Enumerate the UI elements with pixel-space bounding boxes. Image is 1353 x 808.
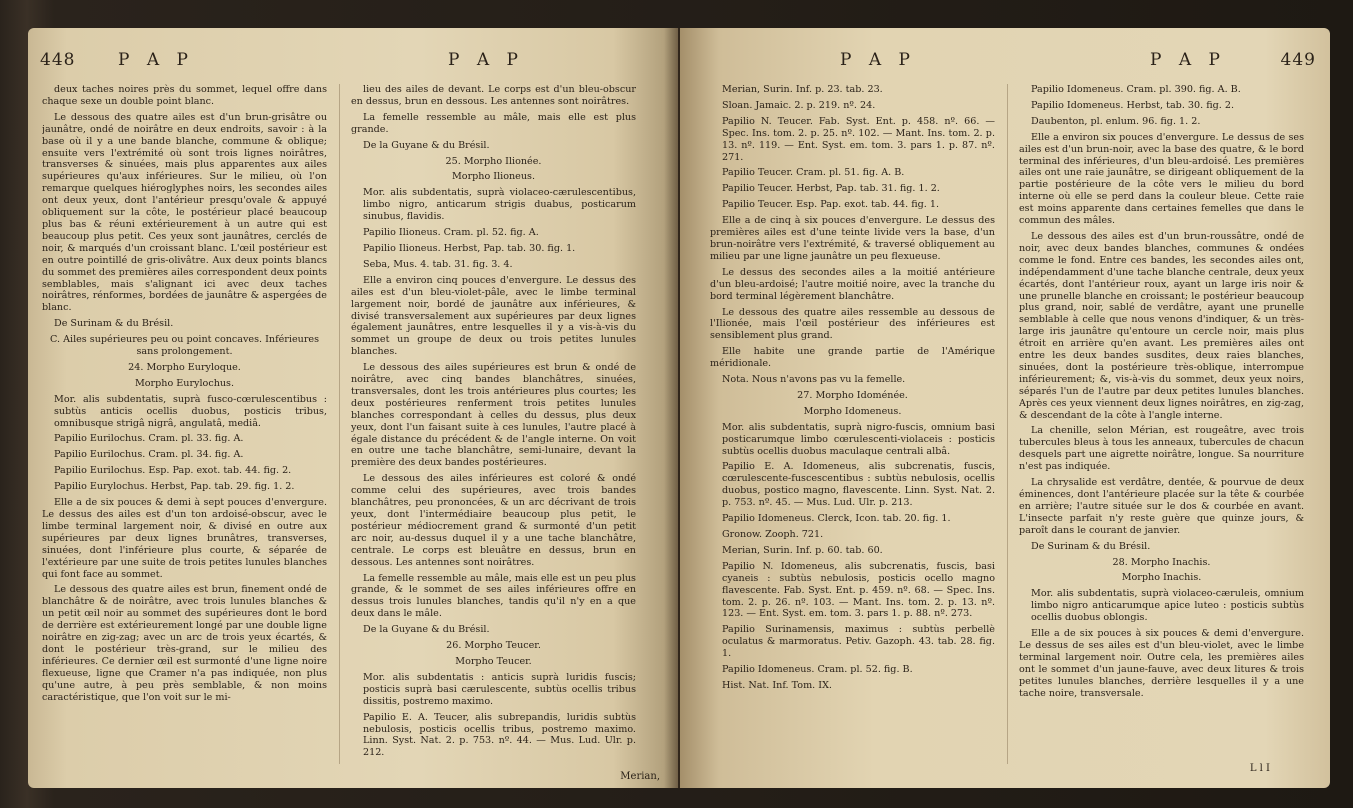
paragraph: Papilio Ilioneus. Cram. pl. 52. fig. A.: [363, 227, 539, 239]
paragraph: 25. Morpho Ilionée.: [445, 155, 542, 167]
left-footer-catchword: Merian,: [620, 771, 660, 782]
paragraph: Le dessous des quatre ailes ressemble au dessous de l'Ilionée, mais l'œil postérieur des inférieures est sensiblement plus grand.: [710, 306, 995, 342]
left-running-head: P A P: [118, 50, 194, 70]
left-running-head-2: P A P: [448, 50, 524, 70]
paragraph: Elle habite une grande partie de l'Amérique méridionale.: [710, 346, 995, 370]
paragraph: Papilio Eurylochus. Herbst, Pap. tab. 29. fig. 1. 2.: [54, 481, 295, 493]
paragraph: Merian, Surin. Inf. p. 60. tab. 60.: [722, 544, 883, 556]
paragraph: Hist. Nat. Inf. Tom. IX.: [722, 679, 832, 691]
paragraph: De Surinam & du Brésil.: [54, 318, 174, 330]
paragraph: Le dessous des quatre ailes est brun, finement ondé de blanchâtre & de noirâtre, avec trois lunules blanches & un petit œil noir au sommet des supérieures dont le bord de derrière est extérieurement longé par une double ligne noirâtre en zig-zag; avec un arc de trois yeux écartés, & dont le postérieur très-grand, sur le milieu des inférieures. Ce dernier œil est surmonté d'une ligne noire flexueuse, ligne que Cramer n'a pas indiquée, non plus qu'une autre, à peu près semblable, & non moins caractéristique, que l'on voit sur le mi-: [42, 584, 327, 703]
paragraph: Mor. alis subdentatis, suprà nigro-fuscis, omnium basi posticarumque limbo cœrulescenti-violaceis : posticis subtùs ocellis duobus maculaque centrali albâ.: [722, 421, 995, 457]
paragraph: Papilio N. Teucer. Fab. Syst. Ent. p. 458. nº. 66. — Spec. Ins. tom. 2. p. 25. nº. 102. — Mant. Ins. tom. 2. p. 13. nº. 119. — Ent. Syst. em. tom. 3. pars 1. p. 87. nº. 271.: [722, 115, 995, 163]
paragraph: 28. Morpho Inachis.: [1112, 556, 1211, 568]
paragraph: Mor. alis subdentatis, suprà fusco-cœrulescentibus : subtùs anticis ocellis duobus, posticis tribus, omnibusque strigâ nigrâ, angulatâ, mediâ.: [54, 393, 327, 429]
paragraph: Morpho Inachis.: [1121, 572, 1202, 584]
paragraph: Papilio Eurilochus. Cram. pl. 33. fig. A.: [54, 433, 244, 445]
left-page-header: [28, 50, 678, 76]
paragraph: 26. Morpho Teucer.: [446, 640, 541, 652]
paragraph: deux taches noires près du sommet, lequel offre dans chaque sexe un double point blanc.: [42, 84, 327, 107]
right-column-1: [710, 84, 995, 774]
paragraph: Papilio Idomeneus. Cram. pl. 52. fig. B.: [722, 664, 913, 676]
paragraph: Papilio Ilioneus. Herbst, Pap. tab. 30. fig. 1.: [363, 242, 576, 254]
paragraph: C. Ailes supérieures peu ou point concaves. Inférieures sans prolongement.: [49, 334, 320, 358]
paragraph: Elle a de six pouces & demi à sept pouces d'envergure. Le dessus des ailes est d'un ton ardoisé-obscur, avec le limbe terminal largement noir, & divisé en outre aux supérieures par deux lignes brunâtres, transverses, sinuées, dont l'inférieure plus courte, & séparée de l'extérieure par une suite de trois petites lunules blanches qui font face au sommet.: [42, 497, 327, 580]
paragraph: Papilio Teucer. Esp. Pap. exot. tab. 44. fig. 1.: [722, 199, 939, 211]
paragraph: Papilio Teucer. Herbst, Pap. tab. 31. fig. 1. 2.: [722, 183, 940, 195]
left-page-number: 448: [40, 50, 76, 70]
paragraph: Elle a de six pouces à six pouces & demi d'envergure. Le dessus de ses ailes est d'un bleu-violet, avec le limbe terminal largement noir. Outre cela, les premières ailes ont le sommet d'un jaune-fauve, avec deux litures & trois petites lunules blanches, derrière lesquelles il y a une tache noire, transversale.: [1019, 628, 1304, 699]
paragraph: Le dessous des quatre ailes est d'un brun-grisâtre ou jaunâtre, ondé de noirâtre en deux endroits, savoir : à la base où il y a une bande blanche, commune & oblique; ensuite vers l'extrémité où sont trois lignes noirâtres, transverses & sinuées, mais plus apparentes aux ailes supérieures qu'aux inférieures. Sur le milieu, où l'on remarque quelques hiéroglyphes noirs, les secondes ailes ont deux yeux, dont l'antérieur presqu'ovale & appuyé obliquement sur la côte, le postérieur placé beaucoup plus bas & réuni extérieurement à un autre qui est beaucoup plus petit. Ces yeux sont jaunâtres, cerclés de noir, & marqués d'un croissant blanc. L'œil postérieur est en outre pointillé de gris-olivâtre. Aux deux points blancs du sommet des premières ailes correspondent deux points semblables, mais s'alignant ici avec deux taches noirâtres, rénformes, bordées de jaunâtre & aspergées de blanc.: [42, 111, 327, 314]
column-rule: [1007, 84, 1008, 764]
right-page-header: [680, 50, 1330, 76]
paragraph: Morpho Ilioneus.: [451, 171, 536, 183]
paragraph: La chenille, selon Mérian, est rougeâtre, avec trois tubercules bleus à tous les anneaux, tubercules de chacun desquels part une aigrette noirâtre, longue. Sa nourriture n'est pas indiquée.: [1019, 425, 1304, 473]
paragraph: Gronow. Zooph. 721.: [722, 529, 824, 540]
paragraph: Elle a environ six pouces d'envergure. Le dessus de ses ailes est d'un brun-noir, avec la base des quatre, & le bord terminal des inférieures, d'un bleu-ardoisé. Les premières ailes ont une raie jaunâtre, se dirigeant obliquement de la partie postérieure de la côte vers le milieu du bord interne où elle se perd dans la couleur bleue. Cette raie est moins apparente dans certaines femelles que dans le commun des mâles.: [1019, 131, 1304, 227]
paragraph: Papilio E. A. Teucer, alis subrepandis, luridis subtùs nebulosis, posticis ocellis tribus, postremo maximo. Linn. Syst. Nat. 2. p. 753. nº. 44. — Mus. Lud. Ulr. p. 212.: [363, 711, 636, 759]
paragraph: Le dessous des ailes est d'un brun-roussâtre, ondé de noir, avec deux bandes blanches, communes & ondées comme le fond. Entre ces bandes, les secondes ailes ont, indépendamment d'une tache blanche centrale, deux yeux écartés, dont l'antérieur roux, ayant un large iris noir & une prunelle blanche en croissant; le postérieur beaucoup plus grand, noir, sablé de verdâtre, ayant une prunelle semblable à celle que nous venons d'indiquer, & un très-large iris jaunâtre qu'entoure un cercle noir, mais plus étroit en arrière qu'en avant. Les premières ailes ont entre les deux bandes susdites, deux raies blanches, sinuées, dont la postérieure très-oblique, interrompue inférieurement; &, vis-à-vis du sommet, deux yeux noirs, séparés l'un de l'autre par deux petites lunules blanches. Après ces yeux viennent deux lignes noirâtres, en zig-zag, & descendant de la côte à l'angle interne.: [1019, 230, 1304, 421]
paragraph: Merian, Surin. Inf. p. 23. tab. 23.: [722, 84, 883, 95]
left-page: [28, 28, 678, 788]
paragraph: Le dessous des ailes inférieures est coloré & ondé comme celui des supérieures, avec trois bandes blanchâtres, peu prononcées, & un arc décrivant de trois yeux, dont l'intermédiaire beaucoup plus petit, le postérieur médiocrement grand & surmonté d'un petit arc noir, au-dessus duquel il y a une tache blanchâtre, centrale. Le corps est bleuâtre en dessus, brun en dessous. Les antennes sont noirâtres.: [351, 473, 636, 568]
paragraph: La femelle ressemble au mâle, mais elle est un peu plus grande, & le sommet de ses ailes inférieures offre en dessus trois lunules blanches, tandis qu'il n'y en a que deux dans le mâle.: [351, 572, 636, 620]
paragraph: Sloan. Jamaic. 2. p. 219. nº. 24.: [722, 99, 876, 111]
paragraph: Morpho Eurylochus.: [134, 377, 235, 389]
right-page: [680, 28, 1330, 788]
paragraph: Le dessous des ailes supérieures est brun & ondé de noirâtre, avec cinq bandes blanchâtres, sinuées, transversales, dont les trois antérieures plus courtes; les deux postérieures renferment trois petites lunules blanches correspondant à celles du dessus, plus deux yeux, dont l'un faisant suite à ces lunules, l'autre placé à égale distance du précédent & de l'angle interne. On voit en outre une tache blanchâtre, semi-lunaire, devant la première des deux bandes postérieures.: [351, 362, 636, 469]
paragraph: 27. Morpho Idoménée.: [797, 389, 908, 401]
paragraph: lieu des ailes de devant. Le corps est d'un bleu-obscur en dessus, brun en dessous. Les antennes sont noirâtres.: [351, 84, 636, 107]
paragraph: Papilio Idomeneus. Clerck, Icon. tab. 20. fig. 1.: [722, 513, 951, 525]
left-column-2: [351, 84, 636, 774]
paragraph: Elle a de cinq à six pouces d'envergure. Le dessus des premières ailes est d'une teinte livide vers la base, d'un brun-noirâtre vers l'extrémité, & traversé obliquement au milieu par une ligne jaunâtre un peu flexueuse.: [710, 215, 995, 262]
paragraph: 24. Morpho Euryloque.: [128, 361, 241, 373]
right-page-number: 449: [1280, 50, 1316, 70]
paragraph: Papilio Eurilochus. Cram. pl. 34. fig. A.: [54, 449, 244, 461]
paragraph: Morpho Idomeneus.: [803, 405, 902, 417]
right-running-head: P A P: [840, 50, 916, 70]
paragraph: Daubenton, pl. enlum. 96. fig. 1. 2.: [1031, 115, 1201, 127]
paragraph: Papilio Eurilochus. Esp. Pap. exot. tab. 44. fig. 2.: [54, 465, 292, 477]
right-column-2: [1019, 84, 1304, 774]
paragraph: Mor. alis subdentatis, suprà violaceo-cæruleis, omnium limbo nigro anticarumque apice luteo : posticis subtùs ocellis duobus oblongis.: [1031, 588, 1304, 624]
paragraph: Papilio Surinamensis, maximus : subtùs perbellè oculatus & marmoratus. Petiv. Gazoph. 43. tab. 28. fig. 1.: [722, 624, 995, 660]
paragraph: Nota. Nous n'avons pas vu la femelle.: [722, 374, 906, 386]
paragraph: De Surinam & du Brésil.: [1031, 540, 1151, 552]
paragraph: Seba, Mus. 4. tab. 31. fig. 3. 4.: [363, 258, 513, 270]
column-rule: [339, 84, 340, 764]
paragraph: Elle a environ cinq pouces d'envergure. Le dessus des ailes est d'un bleu-violet-pâle, avec le limbe terminal largement noir, bordé de jaunâtre aux inférieures, & divisé transversalement aux supérieures par deux lignes également jaunâtres, entre lesquelles il y a vis-à-vis du sommet un groupe de deux ou trois petites lunules blanches.: [351, 274, 636, 358]
right-running-head-2: P A P: [1150, 50, 1226, 70]
paragraph: Mor. alis subdentatis, suprà violaceo-cærulescentibus, limbo nigro, anticarum strigis duabus, posticarum sinubus, flavidis.: [363, 187, 636, 223]
left-column-1: [42, 84, 327, 774]
paragraph: Papilio Idomeneus. Cram. pl. 390. fig. A. B.: [1031, 84, 1241, 95]
paragraph: Mor. alis subdentatis : anticis suprà luridis fuscis; posticis suprà basi cærulescente, subtùs ocellis tribus dissitis, postremo maximo.: [363, 671, 636, 707]
paragraph: De la Guyane & du Brésil.: [363, 624, 490, 636]
paragraph: Papilio Teucer. Cram. pl. 51. fig. A. B.: [722, 167, 905, 179]
paragraph: Le dessus des secondes ailes a la moitié antérieure d'un bleu-ardoisé; l'autre moitié noire, avec la tranche du bord terminal légèrement blanchâtre.: [710, 266, 995, 302]
paragraph: Morpho Teucer.: [455, 655, 532, 667]
paragraph: Papilio E. A. Idomeneus, alis subcrenatis, fuscis, cœrulescente-fuscescentibus : subtùs nebulosis, ocellis duobus, postico magno, flavescente. Linn. Syst. Nat. 2. p. 753. nº. 45. — Mus. Lud. Ulr. p. 213.: [722, 461, 995, 509]
paragraph: De la Guyane & du Brésil.: [363, 139, 490, 151]
paragraph: Papilio Idomeneus. Herbst, tab. 30. fig. 2.: [1031, 99, 1235, 111]
paragraph: La chrysalide est verdâtre, dentée, & pourvue de deux éminences, dont l'antérieure placée sur la tête & courbée en arrière; l'autre située sur le dos & courbée en avant. L'insecte parfait n'y reste guère que quinze jours, & paroît dans le courant de janvier.: [1019, 477, 1304, 536]
paragraph: La femelle ressemble au mâle, mais elle est plus grande.: [351, 111, 636, 135]
right-footer-signature: L l I: [1249, 763, 1270, 774]
paragraph: Papilio N. Idomeneus, alis subcrenatis, fuscis, basi cyaneis : subtùs nebulosis, posticis ocello magno flavescente. Fab. Syst. Ent. p. 459. nº. 68. — Spec. Ins. tom. 2. p. 26. nº. 103. — Mant. Ins. tom. 2. p. 13. nº. 123. — Ent. Syst. em. tom. 3. pars 1. p. 88. nº. 273.: [722, 560, 995, 620]
